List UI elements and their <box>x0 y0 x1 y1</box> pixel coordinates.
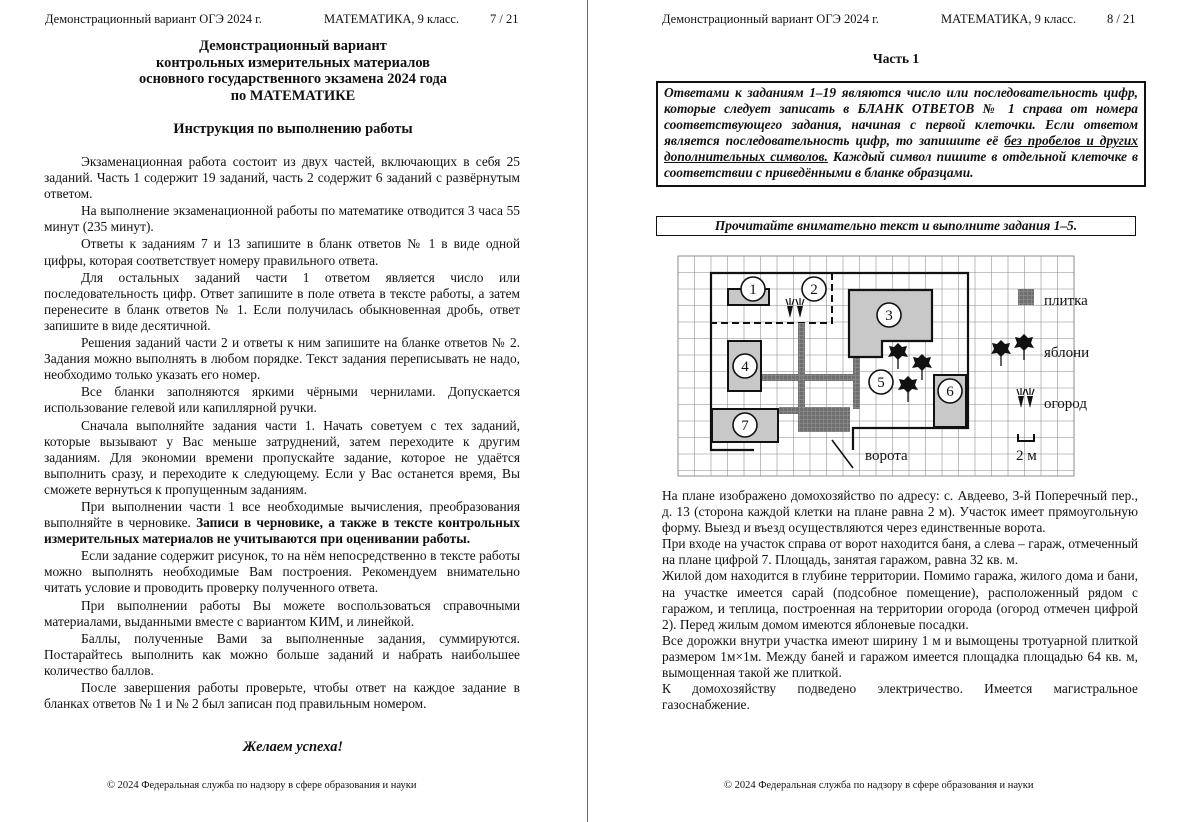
tile-legend-swatch <box>1018 289 1034 305</box>
paragraph: Решения заданий части 2 и ответы к ним запишите на бланке ответов № 2. Задания можно выполнять в любом порядке. Текст задания переписывать не надо, необходимо только указать его номер. <box>44 335 520 383</box>
drafts-bold-text: Записи в черновике, а также в тексте контрольных измерительных материалов не учитываются при оценивании работы. <box>44 515 520 547</box>
title-line: Демонстрационный вариант <box>199 38 387 54</box>
instruction-text <box>44 154 520 712</box>
page-divider <box>587 0 588 822</box>
legend-apple-trees-label: яблони <box>1044 345 1090 361</box>
paragraph: Для остальных заданий части 1 ответом является число или последовательность цифр. Ответ запишите в поле ответа в тексте работы, а затем перенесите в бланк ответов № 1. Если получилась обыкновенная дробь, ответ запишите в виде десятичной. <box>44 269 520 333</box>
right-page <box>592 0 1200 822</box>
paragraph: Все дорожки внутри участка имеют ширину 1 м и вымощены тротуарной плиткой размером 1м×1м. Между баней и гаражом имеется площадка площадью 64 кв. м, вымощенная такой же плиткой. <box>662 632 1138 681</box>
legend-scale-label: 2 м <box>1016 448 1037 464</box>
notice-text-end: Каждый символ пишите в отдельной клеточке в соответствии с приведёнными в бланке образцами. <box>664 149 1138 181</box>
legend-tile-label: плитка <box>1044 293 1088 309</box>
notice-text: Ответами к заданиям 1–19 являются число или последовательность цифр, которые следует записать в БЛАНК ОТВЕТОВ № 1 справа от номера соответствующего задания, начиная с первой клеточки. Если ответом является последовательность цифр, то запишите её <box>664 85 1138 149</box>
paragraph: К домохозяйству подведено электричество. Имеется магистральное газоснабжение. <box>662 681 1138 713</box>
header-page-number: 7 / 21 <box>490 12 519 26</box>
closing-wish: Желаем успеха! <box>242 739 344 755</box>
task-instruction-box: Прочитайте внимательно текст и выполните задания 1–5. <box>656 216 1136 236</box>
carrots <box>786 298 804 318</box>
plan-legend <box>991 289 1034 441</box>
notice-underlined: без пробелов и других дополнительных символов. <box>664 133 1138 165</box>
header-variant: Демонстрационный вариант ОГЭ 2024 г. <box>662 12 879 26</box>
plan-number: 2 <box>810 282 818 298</box>
title-line: основного государственного экзамена 2024 года <box>138 71 448 87</box>
plan-number: 1 <box>749 282 757 298</box>
header-subject: МАТЕМАТИКА, 9 класс. <box>324 12 460 26</box>
legend-garden-label: огород <box>1044 396 1087 412</box>
left-page <box>0 0 586 822</box>
paragraph: Если задание содержит рисунок, то на нём непосредственно в тексте работы можно выполнять необходимые Вам построения. Рекомендуем внимательно читать условие и проводить проверку полученного ответа. <box>44 548 520 596</box>
header-subject: МАТЕМАТИКА, 9 класс. <box>941 12 1077 26</box>
document-title <box>0 38 586 104</box>
part-title: Часть 1 <box>872 51 920 66</box>
paragraph: При входе на участок справа от ворот находится баня, а слева – гараж, отмеченный на плане цифрой 7. Площадь, занятая гаражом, равна 32 кв. м. <box>662 536 1138 568</box>
task-text <box>662 488 1138 713</box>
plan-number: 4 <box>741 359 749 375</box>
paragraph: После завершения работы проверьте, чтобы ответ на каждое задание в бланках ответов № 1 и № 2 был записан под правильным номером. <box>44 680 520 712</box>
paragraph: Экзаменационная работа состоит из двух частей, включающих в себя 25 заданий. Часть 1 содержит 19 заданий, часть 2 содержит 6 заданий с развёрнутым ответом. <box>44 154 520 202</box>
paragraph: На плане изображено домохозяйство по адресу: с. Авдеево, 3-й Поперечный пер., д. 13 (сторона каждой клетки на плане равна 2 м). Участок имеет прямоугольную форму. Выезд и въезд осуществляются через единственные ворота. <box>662 488 1138 536</box>
paragraph: Баллы, полученные Вами за выполненные задания, суммируются. Постарайтесь выполнить как можно больше заданий и набрать наибольшее количество баллов. <box>44 630 520 678</box>
paragraph-drafts <box>44 499 520 547</box>
footer-copyright: © 2024 Федеральная служба по надзору в сфере образования и науки <box>107 780 417 791</box>
plan-number: 7 <box>741 418 749 434</box>
paragraph: Все бланки заполняются яркими чёрными чернилами. Допускается использование гелевой или капиллярной ручки. <box>44 384 520 416</box>
plan-number: 3 <box>885 308 893 324</box>
plan-number: 5 <box>877 375 885 391</box>
plan-number: 6 <box>946 384 954 400</box>
gate-label: ворота <box>865 448 908 464</box>
header-variant: Демонстрационный вариант ОГЭ 2024 г. <box>45 12 262 26</box>
instruction-heading: Инструкция по выполнению работы <box>173 121 413 137</box>
paragraph: При выполнении работы Вы можете воспользоваться справочными материалами, выданными вместе с вариантом КИМ, и линейкой. <box>44 597 520 629</box>
paragraph: На выполнение экзаменационной работы по математике отводится 3 часа 55 минут (235 минут). <box>44 203 520 235</box>
paragraph: Сначала выполняйте задания части 1. Начать советуем с тех заданий, которые вызывают у Вас меньше затруднений, затем переходите к другим заданиям. Для экономии времени пропускайте задание, которое не удаётся выполнить сразу, и переходите к следующему. Если у Вас останется время, Вы сможете вернуться к пропущенным заданиям. <box>44 417 520 497</box>
paragraph: Жилой дом находится в глубине территории. Помимо гаража, жилого дома и бани, на участке имеется сарай (подсобное помещение), расположенный рядом с гаражом, и теплица, построенная на территории огорода (огород отмечен цифрой 2). Перед жилым домом имеются яблоневые посадки. <box>662 568 1138 632</box>
title-line: по МАТЕМАТИКЕ <box>230 87 356 104</box>
drafts-plain-text: При выполнении части 1 все необходимые вычисления, преобразования выполняйте в черновике. <box>44 498 520 531</box>
footer-copyright: © 2024 Федеральная служба по надзору в сфере образования и науки <box>724 780 1034 791</box>
header-page-number: 8 / 21 <box>1107 12 1136 26</box>
paragraph: Ответы к заданиям 7 и 13 запишите в бланк ответов № 1 в виде одной цифры, которая соответствует номеру правильного ответа. <box>44 236 520 268</box>
title-line: контрольных измерительных материалов <box>156 54 430 71</box>
